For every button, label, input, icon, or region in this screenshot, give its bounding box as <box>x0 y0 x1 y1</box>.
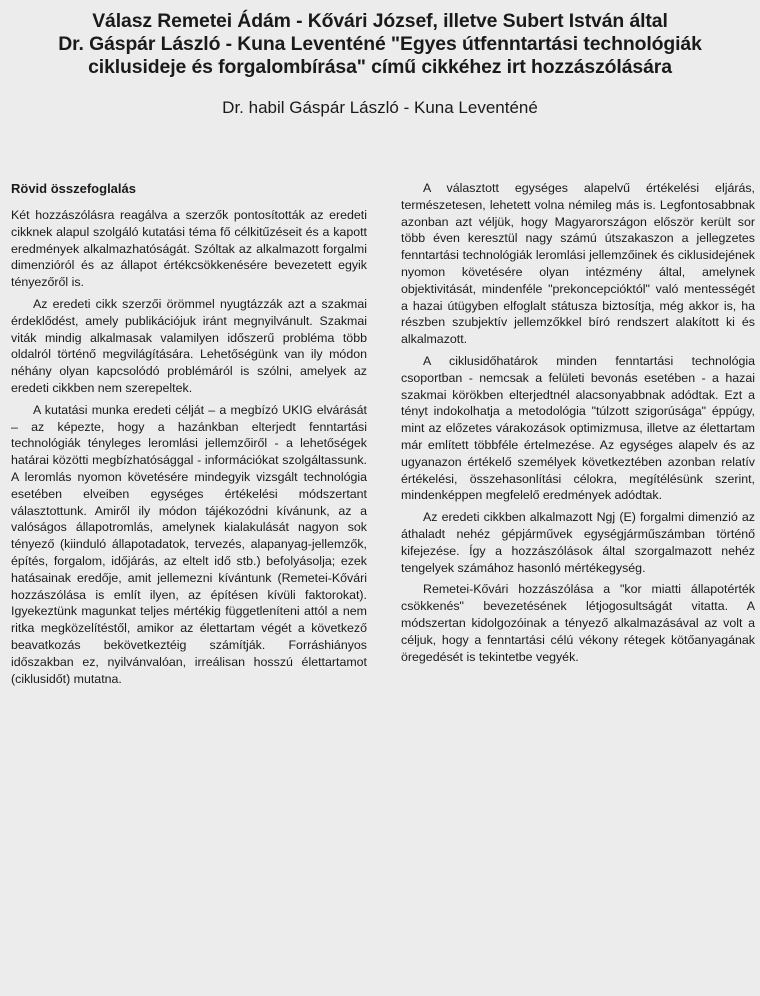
body-paragraph: Az eredeti cikk szerzői örömmel nyugtázzák azt a szakmai érdeklődést, amely publikációjuk iránt megnyilvánult. Szakmai viták mindig alkalmasak valamilyen időszerű probléma több oldalról történő megvilágítására. Lehetőségünk van ily módon néhány olyan kapcsolódó problémáról is szólni, amelyek az eredeti cikkben nem szerepeltek. <box>11 296 367 395</box>
body-paragraph: Remetei-Kővári hozzászólása a "kor miatti állapotérték csökkenés" bevezetésének létjogosultságát vitatta. A módszertan kidolgozóinak a tényező alkalmazásával az volt a céljuk, hogy a fenntartási célú vékony rétegek kötőanyagának öregedését is tekintetbe vegyék. <box>401 582 755 664</box>
title-line-1: Válasz Remetei Ádám - Kővári József, illetve Subert István által <box>92 10 668 32</box>
title-line-3: ciklusideje és forgalombírása" című cikkéhez irt hozzászólására <box>88 56 672 78</box>
body-paragraph: Az eredeti cikkben alkalmazott Ngj (E) forgalmi dimenzió az áthaladt nehéz gépjárművek egységjárműszámban történő kifejezése. Így a hozzászólások által szorgalmazott nehéz tengelyek számához hasonló mértékegység. <box>401 510 755 575</box>
body-paragraph: A kutatási munka eredeti célját – a megbízó UKIG elvárását – az képezte, hogy a hazánkban elterjedt fenntartási technológiák tényleges leromlási jellemzőiről - a lehetőségek határai közötti megbízhatósággal - információkat szolgáltassunk. A leromlás nyomon követésére mindegyik vizsgált technológia esetében elveiben egységes értékelési módszertant választottunk. Amiről ily módon tájékozódni kívánunk, az a valóságos állapotromlás, amelynek kialakulását nagyon sok tényező (kiinduló állapotadatok, tervezés, alapanyag-jellemzők, építés, forgalom, időjárás, az eltelt idő stb.) befolyásolja; ezek hatásainak eredője, amit jellemezni kívántunk (Remetei-Kővári hozzászólása is említ ilyen, az építésen kívüli faktorokat). Igyekeztünk magunkat teljes mértékig függetleníteni attól a nem ritka megközelítéstől, amikor az élettartam végét a következő beavatkozás bekövetkeztéig számítják. Forráshiányos időszakban ez, nyilvánvalóan, irreálisan hosszú élettartamot (ciklusidőt) mutatna. <box>11 402 367 686</box>
title-line-2: Dr. Gáspár László - Kuna Leventéné "Egyes útfenntartási technológiák <box>58 33 702 55</box>
left-column <box>11 180 367 687</box>
summary-paragraph: Két hozzászólásra reagálva a szerzők pontosították az eredeti cikknek alapul szolgáló kutatási téma fő célkitűzéseit és a kapott eredmények alkalmazhatóságát. Szóltak az alkalmazott forgalmi dimenzióról és az állapot értékcsökkenésére bevezetett egyik tényezőről is. <box>11 208 367 290</box>
body-paragraph: A ciklusidőhatárok minden fenntartási technológia csoportban - nemcsak a felületi bevonás esetében - a hazai szakmai körökben elterjedtnél alacsonyabbnak adódtak. Ezt a tényt indokolhatja a metodológia "túlzott szigorúsága" éppúgy, mint az előzetes várakozások optimizmusa, illetve az élettartam már említett többféle értelmezése. Az egységes alapelv és az ugyanazon értékelő személyek következtében azonban relatív értékelési, összehasonlítási célokra, megítélésünk szerint, mindenképpen megfelelő eredmények adódtak. <box>401 353 755 503</box>
section-heading-summary: Rövid összefoglalás <box>11 181 136 196</box>
body-paragraph: A választott egységes alapelvű értékelési eljárás, természetesen, lehetett volna némileg más is. Legfontosabbnak azonban azt véljük, hogy Magyarországon először került sor több éven keresztül nagy számú útszakaszon a jellegzetes fenntartási technológiák leromlási jellemzőinek és ciklusidejének nyomon követésére olyan intézmény által, amelynek objektivitását, mindenféle "prekoncepcióktól" való mentességét a hazai útügyben elfoglalt státusza biztosítja, még akkor is, ha részben szubjektív jellemzőkkel bíró rendszert alakított ki és alkalmazott. <box>401 181 755 347</box>
author-byline: Dr. habil Gáspár László - Kuna Leventéné <box>222 98 538 117</box>
article-title <box>20 10 740 79</box>
right-column <box>401 180 755 665</box>
